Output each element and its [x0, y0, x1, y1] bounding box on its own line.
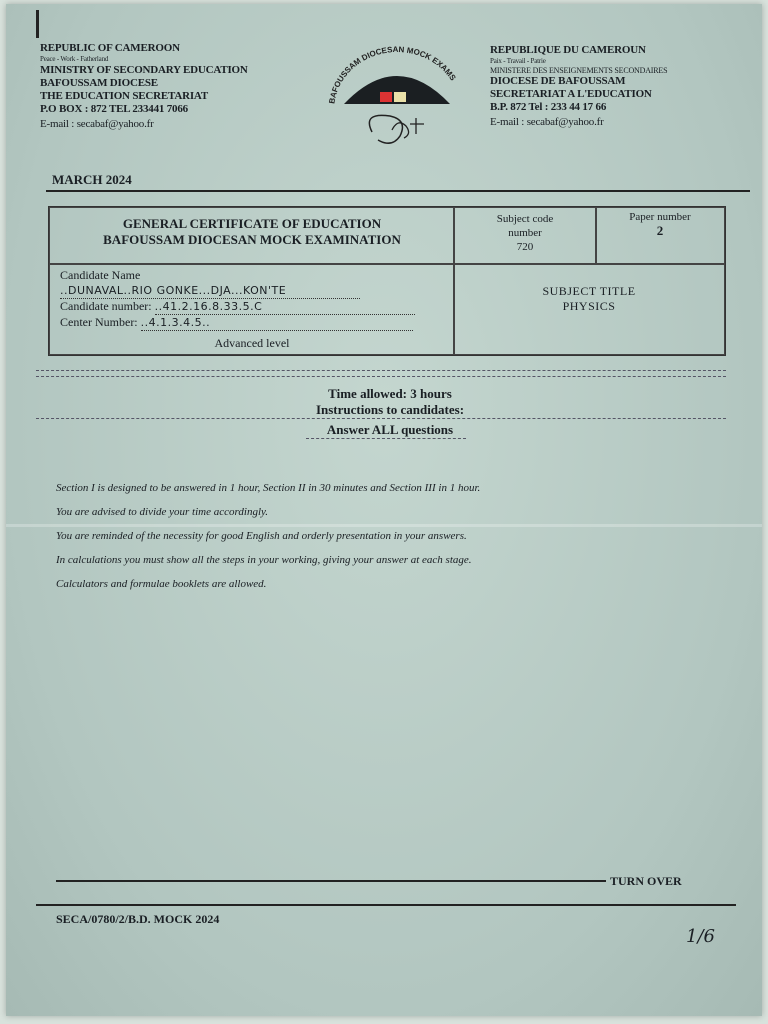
- time-allowed: Time allowed: 3 hours: [328, 386, 452, 401]
- subject-title-label: SUBJECT TITLE: [542, 284, 636, 298]
- ministry-fr: MINISTERE DES ENSEIGNEMENTS SECONDAIRES: [490, 66, 668, 75]
- footer-rule: [36, 904, 736, 906]
- instruction-line: Calculators and formulae booklets are allowed.: [56, 578, 267, 590]
- paper-code: SECA/0780/2/B.D. MOCK 2024: [56, 912, 220, 926]
- candidate-name-value: ..DUNAVAL..RIO GONKE...DJA...KON'TE: [60, 283, 360, 299]
- motto-fr: Paix - Travail - Patrie: [490, 57, 546, 65]
- logo-flag-red: [380, 92, 392, 102]
- motto-en: Peace - Work - Fatherland: [40, 55, 109, 63]
- secretariat-fr: SECRETARIAT A L'EDUCATION: [490, 88, 652, 100]
- divider-2: [36, 376, 726, 377]
- turn-over: TURN OVER: [610, 874, 682, 888]
- candidate-number-value: ..41.2.16.8.33.5.C: [155, 299, 415, 315]
- subject-code-cell: [453, 207, 597, 265]
- footer-rule-short: [56, 880, 606, 882]
- subject-title-cell: [453, 263, 725, 355]
- ministry-en: MINISTRY OF SECONDARY EDUCATION: [40, 64, 248, 76]
- paper-number-value: 2: [656, 223, 664, 238]
- header-right: [490, 44, 730, 129]
- divider-4: [306, 438, 466, 439]
- exam-paper: [6, 4, 762, 1016]
- logo-arc-text: BAFOUSSAM DIOCESAN MOCK EXAMS: [327, 44, 458, 105]
- instruction-lines: [56, 476, 696, 596]
- instruction-line: You are reminded of the necessity for good English and orderly presentation in your answers.: [56, 530, 467, 542]
- instruction-line: You are advised to divide your time accordingly.: [56, 506, 269, 518]
- answer-all: Answer ALL questions: [326, 422, 454, 437]
- secretariat-en: THE EDUCATION SECRETARIAT: [40, 90, 208, 102]
- diocesan-logo: [322, 40, 472, 160]
- country-en: REPUBLIC OF CAMEROON: [40, 42, 180, 54]
- email-en: E-mail : secabaf@yahoo.fr: [40, 118, 154, 130]
- center-number-label: Center Number:: [60, 315, 138, 329]
- diocese-fr: DIOCESE DE BAFOUSSAM: [490, 75, 626, 87]
- po-box-fr: B.P. 872 Tel : 233 44 17 66: [490, 101, 607, 113]
- instruction-line: In calculations you must show all the steps in your working, giving your answer at each stage.: [56, 554, 472, 566]
- exam-info-table: [48, 206, 726, 356]
- header-left: [40, 42, 310, 131]
- instructions-heading: Instructions to candidates:: [315, 402, 465, 417]
- subject-title-value: PHYSICS: [562, 299, 616, 313]
- diocese-en: BAFOUSSAM DIOCESE: [40, 77, 158, 89]
- candidate-name-label: Candidate Name: [60, 268, 141, 282]
- divider-1: [36, 370, 726, 371]
- country-fr: REPUBLIQUE DU CAMEROUN: [490, 44, 646, 56]
- candidate-number-label: Candidate number:: [60, 299, 152, 313]
- exam-title-line2: BAFOUSSAM DIOCESAN MOCK EXAMINATION: [103, 232, 401, 247]
- subject-code-label1: Subject code: [496, 213, 554, 225]
- exam-level: Advanced level: [214, 336, 290, 350]
- instruction-line: Section I is designed to be answered in 1 hour, Section II in 30 minutes and Section III in 1 hour.: [56, 482, 481, 494]
- divider-3: [36, 418, 726, 419]
- paper-number-label: Paper number: [629, 211, 691, 223]
- logo-flag-yellow: [394, 92, 406, 102]
- header-rule: [46, 190, 750, 192]
- instructions-block: [6, 382, 762, 442]
- po-box-en: P.O BOX : 872 TEL 233441 7066: [40, 103, 188, 115]
- subject-code-label2: number: [508, 227, 542, 239]
- pen-mark: [36, 10, 39, 38]
- center-number-value: ..4.1.3.4.5..: [141, 315, 413, 331]
- email-fr: E-mail : secabaf@yahoo.fr: [490, 116, 604, 128]
- exam-date: MARCH 2024: [52, 172, 132, 187]
- subject-code-value: 720: [516, 241, 534, 253]
- exam-title-line1: GENERAL CERTIFICATE OF EDUCATION: [122, 216, 382, 231]
- candidate-cell: [49, 263, 455, 355]
- exam-title-cell: [49, 207, 455, 265]
- logo-graphic: [322, 40, 472, 160]
- page-number: 1/6: [686, 926, 715, 947]
- paper-number-cell: [595, 207, 725, 265]
